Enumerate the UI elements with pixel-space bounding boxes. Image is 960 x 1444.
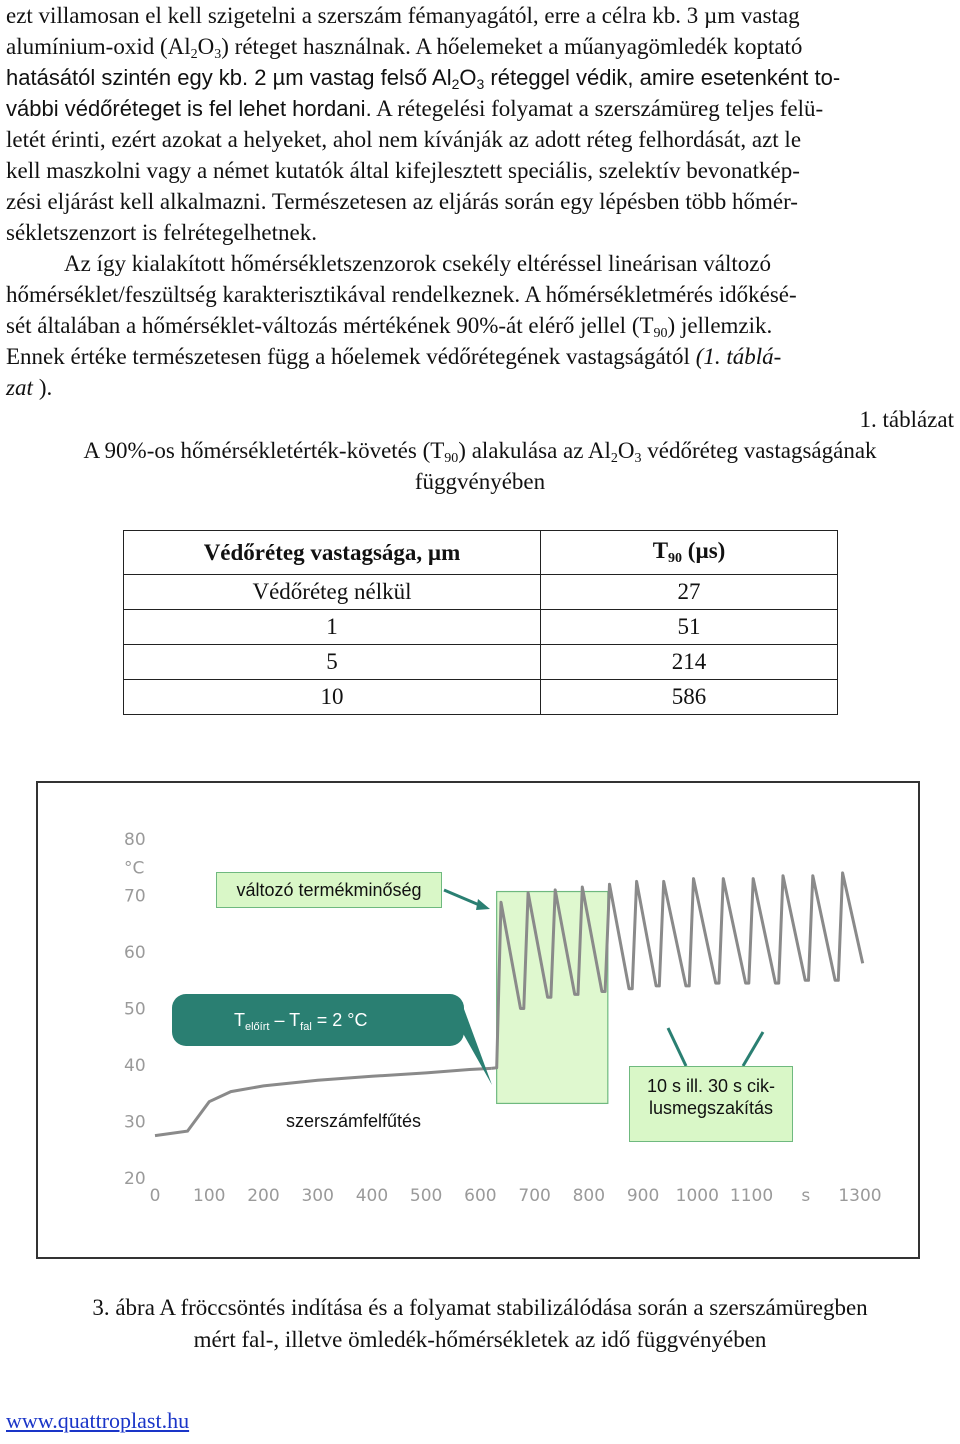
x-tick-label: 200 <box>247 1186 280 1206</box>
table-header-row <box>124 531 838 575</box>
x-tick-label: 1000 <box>675 1186 719 1206</box>
text-line-content: alumínium-oxid $(Al_2O_3)$ réteget használnak. A hőelemeket a műanyagömledék koptató <box>6 34 803 62</box>
y-tick-label: 70 <box>124 886 146 907</box>
y-tick-label: 40 <box>124 1056 146 1076</box>
y-tick-label: 60 <box>124 943 146 963</box>
text-line <box>6 93 956 124</box>
table-row <box>124 680 838 715</box>
x-axis-unit-label: s <box>801 1186 811 1206</box>
table-title-line-2: függvényében <box>414 469 546 494</box>
x-tick-label: 800 <box>572 1186 606 1206</box>
x-tick-label: 700 <box>518 1186 551 1206</box>
x-tick-label: 900 <box>626 1186 660 1206</box>
y-tick-label: 30 <box>124 1112 146 1133</box>
text-line <box>64 248 956 279</box>
x-tick-label: 400 <box>355 1186 389 1206</box>
table-label: 1. táblázat <box>859 407 954 432</box>
text-line-content: hőmérséklet/feszültség karakterisztikával rendelkeznek. A hőmérsékletmérés időkésé- <box>6 282 797 307</box>
text-line-content: zési eljárást kell alkalmazni. Természetesen az eljárás során egy lépésben több hőmér- <box>6 189 798 214</box>
text-line-content: ezt villamosan el kell szigetelni a szerszám fémanyagától, erre a célra kb. 3 µm vastag <box>6 3 800 28</box>
cell-thickness: 5 <box>124 645 541 680</box>
table-title: A 90%-os hőmérsékletérték-követés $(T_{90})$ alakulása az $Al_2O_3$ védőréteg vastagságának <box>83 438 877 466</box>
text-line-content: letét érinti, ezért azokat a helyeket, ahol nem kívánják az adott réteg felhordását, azt le <box>6 127 802 152</box>
header-t90: $T_{90}$ (µs) <box>541 531 838 575</box>
text-line-content: Az így kialakított hőmérsékletszenzorok csekély eltéréssel lineárisan változó <box>64 251 771 276</box>
figure-caption-line-2: mért fal-, illetve ömledék-hőmérsékletek az idő függvényében <box>193 1327 767 1352</box>
y-axis-unit-label: °C <box>124 858 145 879</box>
label-tool-heating: szerszámfelfűtés <box>286 1111 422 1131</box>
table-row <box>124 575 838 610</box>
interrupt-arrow-right <box>743 1032 763 1066</box>
text-line-content: vábbi védőréteget is fel lehet hordani. A rétegelési folyamat a szerszámüreg teljes felü- <box>6 96 824 121</box>
text-line-content: kell maszkolni vagy a német kutatók által kifejlesztett speciális, szelektív bevonatkép- <box>6 158 800 183</box>
table-row <box>124 645 838 680</box>
x-tick-label: 1100 <box>729 1186 774 1206</box>
text-line-content: Ennek értéke természetesen függ a hőelemek védőrétegének vastagságától (1. táblá- <box>6 344 782 369</box>
cell-thickness: Védőréteg nélkül <box>124 575 541 610</box>
x-tick-label: 500 <box>409 1186 443 1206</box>
text-line <box>6 0 956 31</box>
figure-3-chart <box>36 781 920 1259</box>
text-line-content: zat ). <box>6 375 53 400</box>
text-line-content: hatásától szintén egy kb. 2 µm vastag felső $Al_2O_3$ réteggel védik, amire esetenként to- <box>6 65 841 92</box>
table-row <box>124 610 838 645</box>
callout-product-quality: változó termékminőség <box>216 872 442 908</box>
cell-thickness: 10 <box>124 680 541 715</box>
header-thickness: Védőréteg vastagsága, µm <box>124 531 541 575</box>
cell-thickness: 1 <box>124 610 541 645</box>
temperature-time-chart <box>38 783 918 1257</box>
text-line <box>6 279 956 310</box>
y-tick-label: 80 <box>124 830 146 850</box>
cell-t90: 27 <box>541 575 838 610</box>
thickness-table <box>123 530 838 715</box>
text-line <box>6 124 956 155</box>
text-line <box>6 155 956 186</box>
text-line <box>6 186 956 217</box>
text-line <box>6 217 956 248</box>
arrowhead <box>476 899 490 910</box>
x-tick-label: 0 <box>149 1186 161 1206</box>
y-tick-label: 50 <box>124 999 146 1020</box>
callout-delta-t: $T_{előírt} - T_{fal} = 2$ °C <box>172 994 464 1046</box>
cell-t90: 51 <box>541 610 838 645</box>
interrupt-arrow-left <box>668 1028 686 1066</box>
text-line <box>6 372 956 403</box>
x-tick-label: 100 <box>193 1186 226 1206</box>
x-tick-label: 600 <box>464 1186 497 1206</box>
text-line <box>6 341 956 372</box>
x-tick-label: 300 <box>301 1186 334 1206</box>
callout-cycle-interrupt: 10 s ill. 30 s cik- lusmegszakítás <box>629 1066 793 1142</box>
cell-t90: 586 <box>541 680 838 715</box>
x-tick-label: 1300 <box>838 1186 882 1206</box>
text-line-content: sékletszenzort is felrétegelhetnek. <box>6 220 317 245</box>
text-line-content: sét általában a hőmérséklet-változás mértékének 90%-át elérő jellel $(T_{90})$ jellemzik. <box>6 313 773 341</box>
cell-t90: 214 <box>541 645 838 680</box>
footer-website-link[interactable]: www.quattroplast.hu <box>6 1408 190 1433</box>
y-tick-label: 20 <box>124 1169 146 1189</box>
figure-caption: 3. ábra A fröccsöntés indítása és a folyamat stabilizálódása során a szerszámüregben <box>92 1295 868 1320</box>
